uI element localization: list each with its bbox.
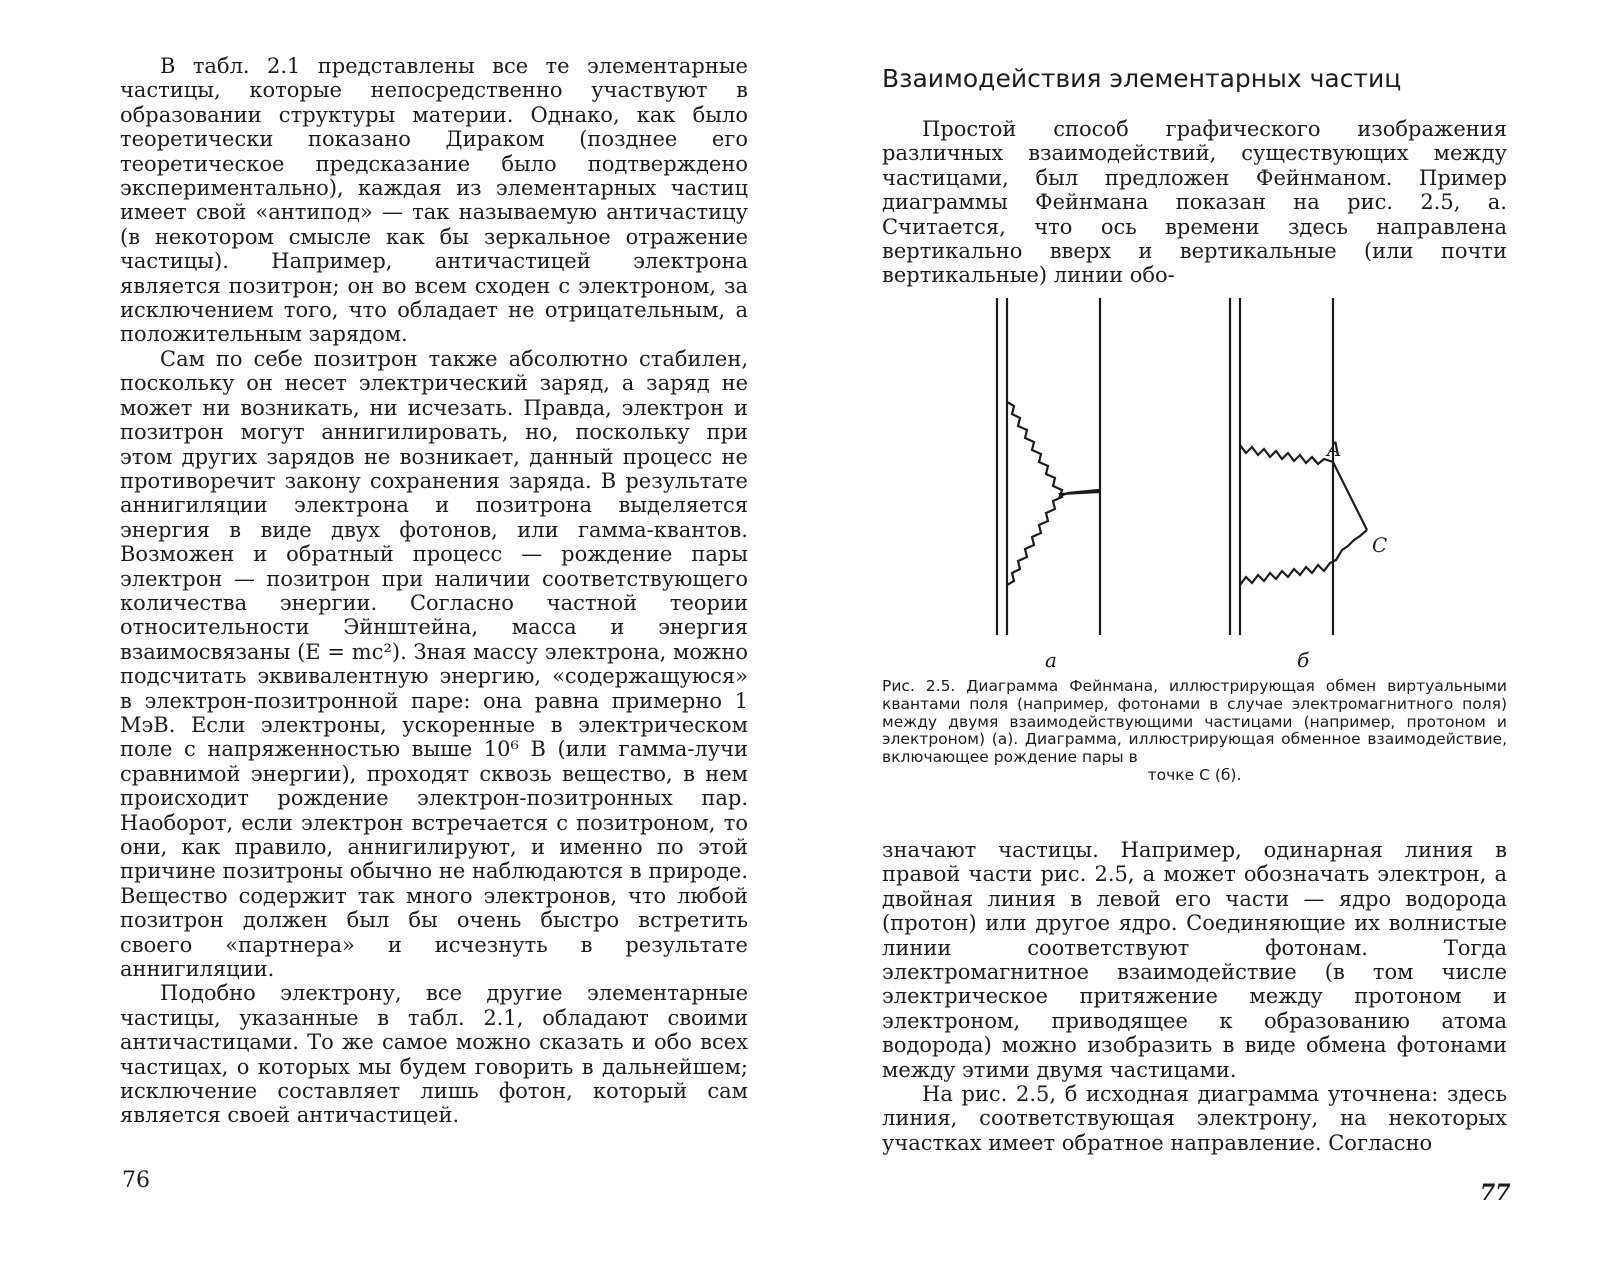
right-page: [800, 0, 1600, 1275]
left-paragraph: Подобно электрону, все другие элементарные частицы, указанные в табл. 2.1, обладают своими античастицами. То же самое можно сказать и обо всех частицах, о которых мы будем говорить в дальнейшем; исключение составляет лишь фотон, который сам является своей античастицей.: [120, 981, 748, 1128]
diagram-a-photon-upper: [1007, 402, 1099, 496]
page-number-right: 77: [1480, 1180, 1511, 1206]
diagram-b-electron-segment: [1333, 462, 1367, 530]
diagram-a-label: а: [1045, 648, 1057, 672]
diagram-b-photon-upper: [1240, 445, 1333, 464]
left-paragraph: Сам по себе позитрон также абсолютно стабилен, поскольку он несет электрический заряд, а заряд не может ни возникать, ни исчезать. Правда, электрон и позитрон могут аннигилировать, но, поскольку при этом других зарядов не возникает, данный процесс не противоречит закону сохранения заряда. В результате аннигиляции электрона и позитрона выделяется энергия в виде двух фотонов, или гамма-квантов. Возможен и обратный процесс — рождение пары электрон — позитрон при наличии соответствующего количества энергии. Согласно частной теории относительности Эйнштейна, масса и энергия взаимосвязаны (E = mc²). Зная массу электрона, можно подсчитать эквивалентную энергию, «содержащуюся» в электрон-позитронной паре: она равна примерно 1 МэВ. Если электроны, ускоренные в электрическом поле с напряженностью выше 10⁶ В (или гамма-лучи сравнимой энергии), проходят сквозь вещество, в нем происходит рождение электрон-позитронных пар. Наоборот, если электрон встречается с позитроном, то они, как правило, аннигилируют, и именно по этой причине позитроны обычно не наблюдаются в природе. Вещество содержит так много электронов, что любой позитрон должен был бы очень быстро встретить своего «партнера» и исчезнуть в результате аннигиляции.: [120, 346, 748, 982]
page-number-left: 76: [122, 1168, 150, 1193]
figure-caption: [882, 678, 1507, 785]
right-top-text: [882, 117, 1507, 288]
right-paragraph: На рис. 2.5, б исходная диаграмма уточнена: здесь линия, соответствующая электрону, на некоторых участках имеет обратное направление. Согласно: [882, 1082, 1507, 1155]
right-paragraph: Простой способ графического изображения различных взаимодействий, существующих между частицами, был предложен Фейнманом. Пример диаграммы Фейнмана показан на рис. 2.5, а. Считается, что ось времени здесь направлена вертикально вверх и вертикальные (или почти вертикальные) линии обо-: [882, 117, 1507, 288]
caption-text: Рис. 2.5. Диаграмма Фейнмана, иллюстрирующая обмен виртуальными квантами поля (например, фотонами в случае электромагнитного поля) между двумя взаимодействующими частицами (например, протоном и электроном) (а). Диаграмма, иллюстрирующая обменное взаимодействие, включающее рождение пары в: [882, 677, 1507, 767]
diagram-b-label: б: [1297, 648, 1310, 672]
diagram-a-photon-lower: [1007, 492, 1099, 585]
caption-last-line: точке C (б).: [1147, 765, 1242, 784]
left-paragraph: В табл. 2.1 представлены все те элементарные частицы, которые непосредственно участвуют в образовании структуры материи. Однако, как было теоретически показано Дираком (позднее его теоретическое предсказание было подтверждено экспериментально), каждая из элементарных частиц имеет свой «антипод» — так называемую античастицу (в некотором смысле как бы зеркальное отражение частицы). Например, античастицей электрона является позитрон; он во всем сходен с электроном, за исключением того, что обладает не отрицательным, а положительным зарядом.: [120, 54, 748, 347]
right-bottom-text: [882, 838, 1507, 1155]
point-c-label: C: [1372, 533, 1388, 557]
right-paragraph: значают частицы. Например, одинарная линия в правой части рис. 2.5, а может обозначать электрон, а двойная линия в левой его части — ядро водорода (протон) или другое ядро. Соединяющие их волнистые линии соответствуют фотонам. Тогда электромагнитное взаимодействие (в том числе электрическое притяжение между протоном и электроном, приводящее к образованию атома водорода) можно изобразить в виде обмена фотонами между этими двумя частицами.: [882, 838, 1507, 1082]
section-heading: Взаимодействия элементарных частиц: [882, 64, 1402, 93]
point-a-label: A: [1327, 437, 1342, 461]
diagram-b-photon-lower: [1240, 530, 1367, 585]
left-text-column: [120, 54, 748, 1128]
